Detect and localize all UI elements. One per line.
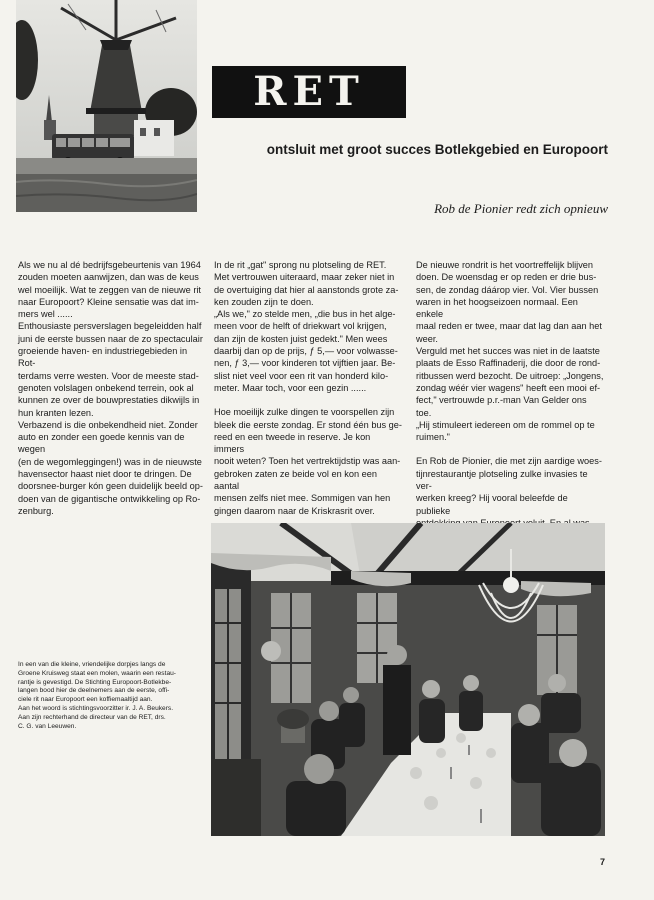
article-byline: Rob de Pionier redt zich opnieuw <box>434 201 608 216</box>
paragraph: In de rit „gat" sprong nu plotseling de RET. Met vertrouwen uiteraard, maar zeker niet in de overtuiging dat hier al aanstonds grote za- ken zouden zijn te doen. „Als we," zo stelde men, „die bus in het alge- meen voor de helft of driekwart vol krijgen, dan zijn de kosten juist gedekt." Men wees daarbij dan op de prijs, ƒ 5,— voor volwasse- nen, ƒ 3,— voor kinderen tot vijftien jaar. Be- slist niet veel voor een rit van honderd kilo- meter. Maar toch, voor een gezin ...... <box>214 260 399 393</box>
ret-logo-text: RET <box>253 68 365 115</box>
windmill-photo <box>16 0 197 212</box>
paragraph: En Rob de Pionier, die met zijn aardige woes- tijnrestaurantje plotseling zulke invasies te ver- werken kreeg? Hij vooral beleefde de publieke <box>416 456 602 516</box>
restaurant-meeting-photo-graphic <box>211 523 605 836</box>
article-subtitle: ontsluit met groot succes Botlekgebied en Europoort <box>266 142 608 157</box>
page-number: 7 <box>600 857 606 867</box>
ret-logo <box>212 66 406 118</box>
text-column-2 <box>214 259 402 517</box>
paragraph: Als we nu al dé bedrijfsgebeurtenis van 1964 zouden moeten aanwijzen, dan was de keus wel moeilijk. Wat te zeggen van de nieuwe rit naar Europoort? Kleine sensatie was dat im- mers wel ...... Enthousiaste persverslagen begeleidden half juni de eerste bussen naar de zo spectaculair groeiende haven- en industriegebieden in Rot- terdams verre westen. Voor de meeste stad- genoten volslagen onbekend terrein, ook al kunnen ze over de bouwprestaties dikwijls in hun kranten lezen. Verbazend is die onbekendheid niet. Zonder auto en zonder een goede kennis van de wegen (en de wegomleggingen!) was in de nieuwste havensector haast niet door te dringen. De doorsnee-burger kón geen duidelijk beeld op- doen van de gigantische ontwikkeling op Ro- zenburg. <box>18 260 203 516</box>
paragraph: Hoe moeilijk zulke dingen te voorspellen zijn bleek die eerste zondag. Er stond één bus ge- reed en een tweede in reserve. Je kon immers nooit weten? Toen het vertrektijdstip was aan- gebroken zaten ze beide vol en kon een aantal mensen zelfs niet mee. Sommigen van hen gingen daarom naar de Kriskrasrit over. <box>214 407 402 516</box>
text-column-1 <box>18 259 206 517</box>
paragraph: De nieuwe rondrit is het voortreffelijk blijven doen. De woensdag er op reden er drie bus- sen, de zondag dáárop vier. Vol. Vier bussen waren in het hoogseizoen normaal. Een enkele maal reden er twee, maar dat lag dan aan het weer. Verguld met het succes was niet in de laatste plaats de Esso Raffinaderij, die door de rond- ritbussen werd bezocht. De uitroep: „Jongens, zondag wéér vier wagens" heeft een mooi ef- fect," vertrouwde p.r.-man Van Gelder ons toe. „Hij stimuleert iedereen om de rommel op te ruimen." <box>416 260 604 443</box>
photo-caption: In een van die kleine, vriendelijke dorpjes langs de Groene Kruisweg staat een molen, waarin een restau- rantje is gevestigd. De Stichting Europoort-Botlekbe- langen bood hier de deelnemers aan de eerste, offi- ciele rit naar Europoort een koffiemaaltijd aan. Aan het woord is stichtingsvoorzitter ir. J. A. Beukers. Aan zijn rechterhand de directeur van de RET, drs. C. G. van Leeuwen. <box>18 661 176 730</box>
restaurant-meeting-photo <box>211 523 605 836</box>
text-column-3 <box>416 259 604 554</box>
windmill-photo-graphic <box>16 0 197 212</box>
